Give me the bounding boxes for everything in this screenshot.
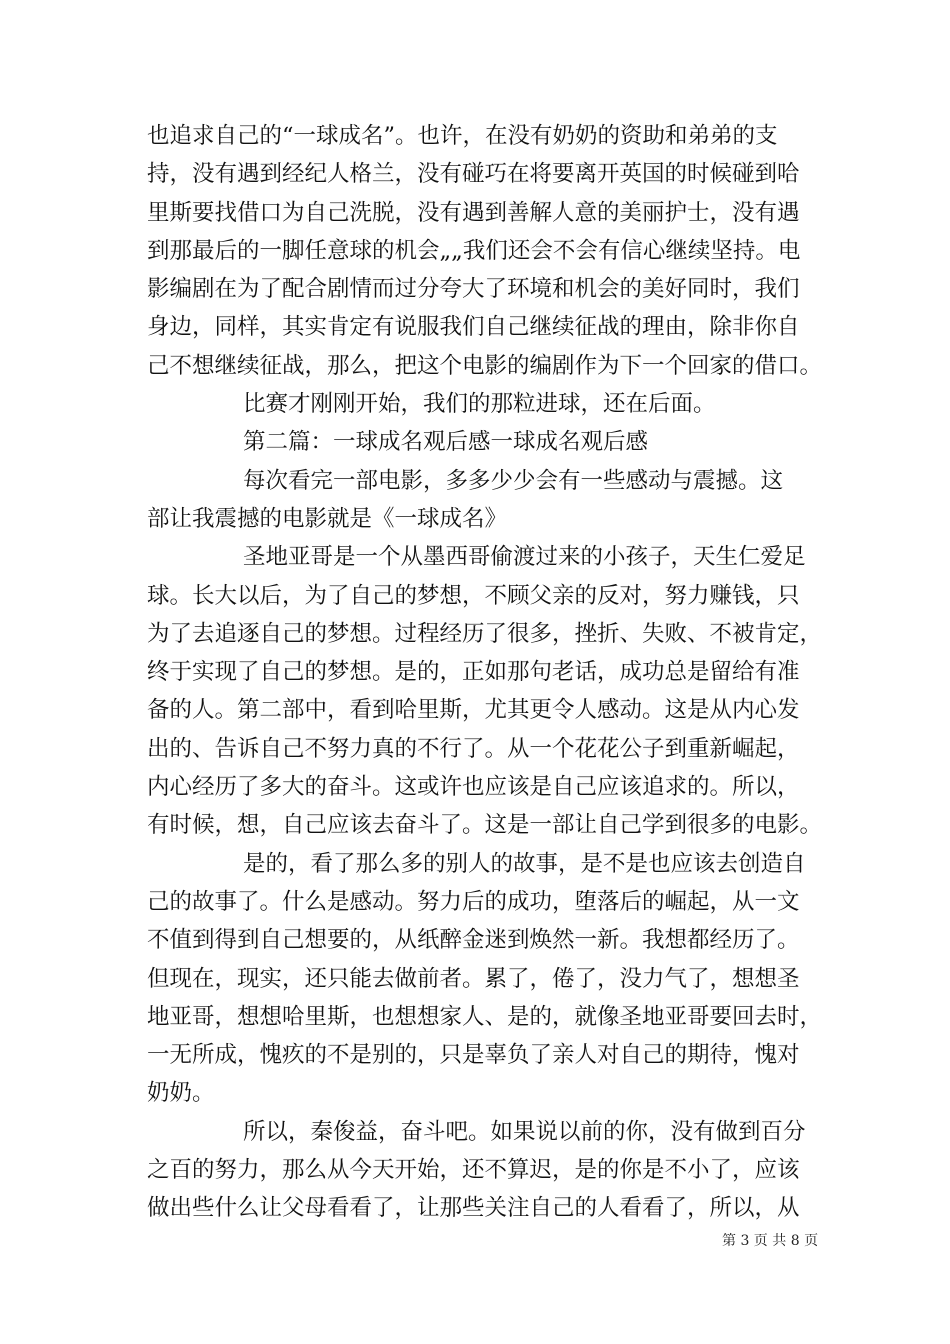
text-line: 终于实现了自己的梦想。是的，正如那句老话，成功总是留给有准 bbox=[147, 659, 800, 686]
text-line: 出的、告诉自己不努力真的不行了。从一个花花公子到重新崛起， bbox=[147, 735, 800, 762]
text-line: 不值到得到自己想要的，从纸醉金迷到焕然一新。我想都经历了。 bbox=[147, 927, 800, 954]
text-line: 所以，秦俊益，奋斗吧。如果说以前的你，没有做到百分 bbox=[243, 1118, 806, 1145]
text-line: 奶奶。 bbox=[147, 1080, 215, 1107]
text-line: 到那最后的一脚任意球的机会„„我们还会不会有信心继续坚持。电 bbox=[147, 237, 801, 264]
text-line: 身边，同样，其实肯定有说服我们自己继续征战的理由，除非你自 bbox=[147, 314, 800, 341]
text-line: 持，没有遇到经纪人格兰，没有碰巧在将要离开英国的时候碰到哈 bbox=[147, 161, 800, 188]
text-line: 一无所成，愧疚的不是别的，只是辜负了亲人对自己的期待，愧对 bbox=[147, 1042, 800, 1069]
text-line: 地亚哥，想想哈里斯，也想想家人、是的，就像圣地亚哥要回去时， bbox=[147, 1003, 823, 1030]
text-line: 圣地亚哥是一个从墨西哥偷渡过来的小孩子，天生仁爱足 bbox=[243, 544, 806, 571]
text-line: 做出些什么让父母看看了，让那些关注自己的人看看了，所以，从 bbox=[147, 1195, 800, 1222]
text-line: 也追求自己的“一球成名”。也许，在没有奶奶的资助和弟弟的支 bbox=[147, 123, 778, 149]
page-number: 第 3 页 共 8 页 bbox=[722, 1233, 819, 1249]
text-line: 影编剧在为了配合剧情而过分夸大了环境和机会的美好同时，我们 bbox=[147, 276, 800, 303]
text-line: 己的故事了。什么是感动。努力后的成功，堕落后的崛起，从一文 bbox=[147, 888, 800, 915]
text-line: 是的，看了那么多的别人的故事，是不是也应该去创造自 bbox=[243, 850, 806, 877]
text-line: 但现在，现实，还只能去做前者。累了，倦了，没力气了，想想圣 bbox=[147, 965, 800, 992]
text-line: 之百的努力，那么从今天开始，还不算迟，是的你是不小了，应该 bbox=[147, 1157, 800, 1184]
text-line: 球。长大以后，为了自己的梦想，不顾父亲的反对，努力赚钱，只 bbox=[147, 582, 800, 609]
body-text bbox=[147, 117, 823, 1228]
text-line: 里斯要找借口为自己洗脱，没有遇到善解人意的美丽护士，没有遇 bbox=[147, 199, 800, 226]
text-line: 比赛才刚刚开始，我们的那粒进球，还在后面。 bbox=[243, 391, 716, 418]
text-line: 第二篇：一球成名观后感一球成名观后感 bbox=[243, 429, 649, 456]
text-line: 部让我震撼的电影就是《一球成名》 bbox=[147, 505, 508, 532]
text-line: 内心经历了多大的奋斗。这或许也应该是自己应该追求的。所以， bbox=[147, 774, 800, 801]
text-line: 备的人。第二部中，看到哈里斯，尤其更令人感动。这是从内心发 bbox=[147, 697, 800, 724]
text-line: 有时候，想，自己应该去奋斗了。这是一部让自己学到很多的电影。 bbox=[147, 812, 823, 839]
text-line: 每次看完一部电影，多多少少会有一些感动与震撼。这 bbox=[243, 467, 784, 494]
text-line: 为了去追逐自己的梦想。过程经历了很多，挫折、失败、不被肯定， bbox=[147, 620, 823, 647]
text-line: 己不想继续征战，那么，把这个电影的编剧作为下一个回家的借口。 bbox=[147, 352, 823, 379]
